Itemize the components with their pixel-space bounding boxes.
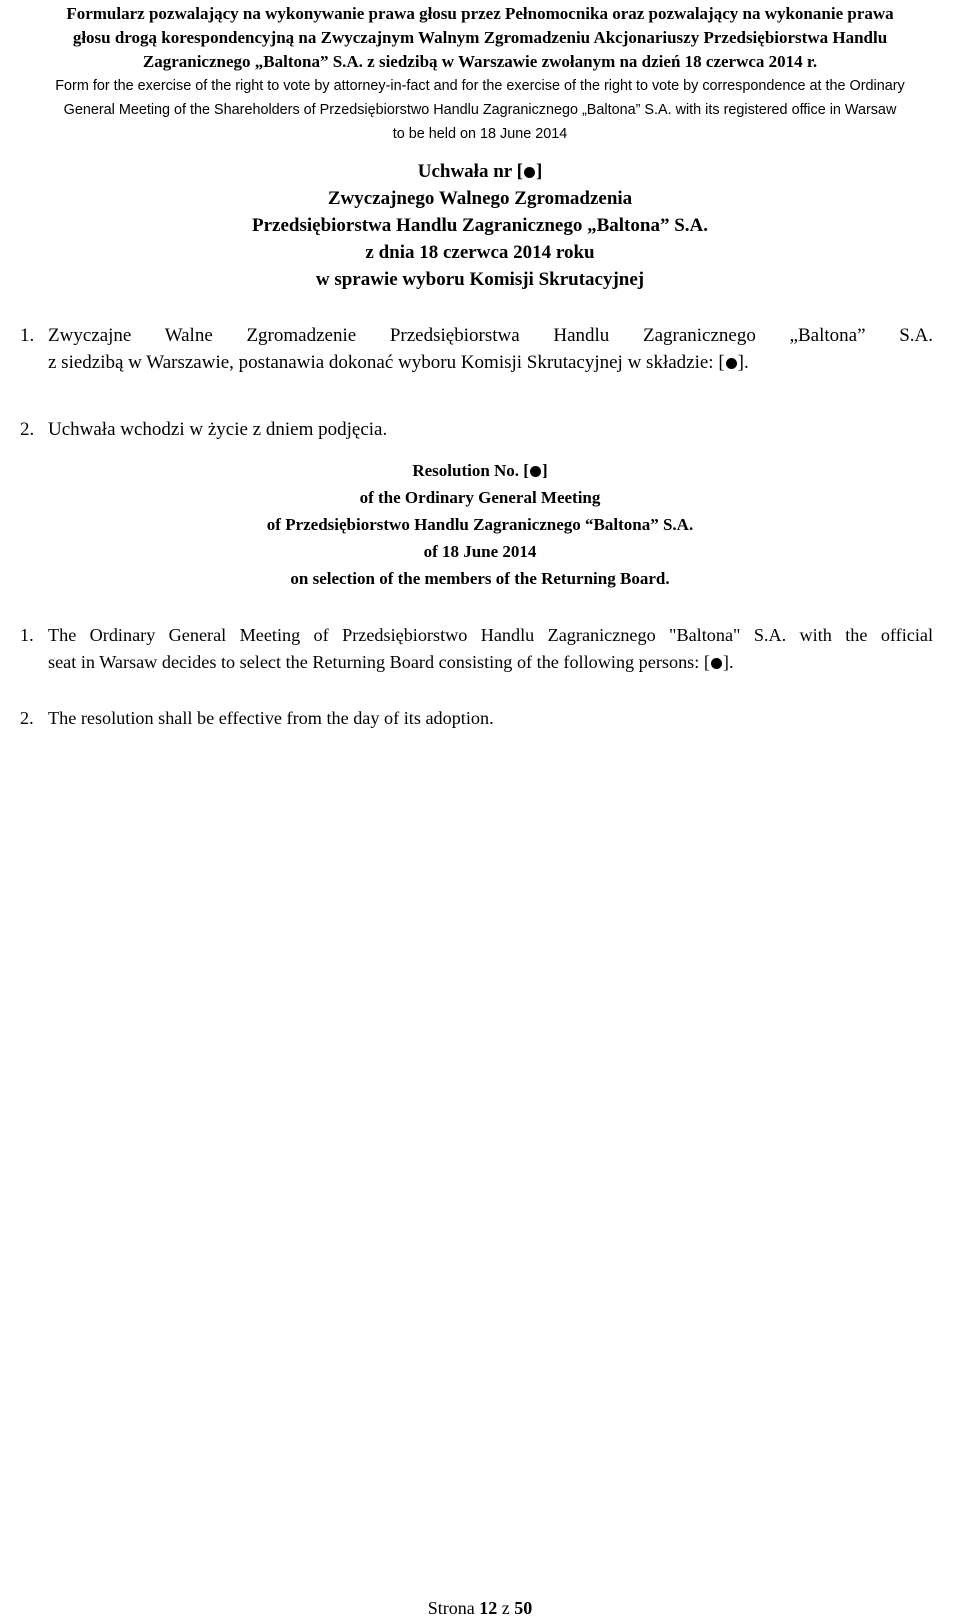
- item-text-segment: ].: [722, 652, 734, 672]
- resolution-number-english: [0, 457, 960, 484]
- item-text-segment: z siedzibą w Warszawie, postanawia dokonać wyboru Komisji Skrutacyjnej w składzie: [: [48, 352, 725, 373]
- resolution-item-polish-2: [0, 416, 960, 443]
- item-number: 2.: [20, 419, 35, 440]
- placeholder-bullet-icon: [726, 358, 737, 369]
- form-title-polish-line: Formularz pozwalający na wykonywanie prawa głosu przez Pełnomocnika oraz pozwalający na wykonanie prawa: [66, 4, 894, 23]
- total-pages: 50: [514, 1598, 533, 1618]
- resolution-number-suffix: ]: [541, 461, 548, 480]
- page-number: 12: [479, 1598, 498, 1618]
- resolution-item-polish-1: [0, 322, 960, 376]
- form-title-polish-line: głosu drogą korespondencyjną na Zwyczajnym Walnym Zgromadzeniu Akcjonariuszy Przedsiębiorstwa Handlu: [72, 28, 888, 47]
- resolution-heading-line: Zwyczajnego Walnego Zgromadzenia: [327, 188, 633, 209]
- page-footer: [0, 1596, 960, 1620]
- item-text: [48, 416, 933, 443]
- item-text-line: [48, 649, 933, 676]
- form-title-english-line: to be held on 18 June 2014: [392, 126, 568, 142]
- item-text-segment: ].: [737, 352, 749, 373]
- item-text: [48, 622, 933, 676]
- form-title-polish: [0, 2, 960, 74]
- placeholder-bullet-icon: [524, 167, 535, 178]
- placeholder-bullet-icon: [711, 658, 722, 669]
- item-number: 1.: [20, 625, 34, 645]
- item-text-line: Zwyczajne Walne Zgromadzenie Przedsiębiorstwa Handlu Zagranicznego „Baltona” S.A.: [48, 325, 933, 346]
- item-text-line: The resolution shall be effective from the day of its adoption.: [48, 708, 494, 728]
- item-text-line: Uchwała wchodzi w życie z dniem podjęcia.: [48, 419, 388, 440]
- resolution-heading-line: of 18 June 2014: [423, 542, 537, 561]
- item-text: [48, 322, 933, 376]
- item-text: [48, 705, 933, 732]
- resolution-heading-line: z dnia 18 czerwca 2014 roku: [365, 242, 595, 263]
- form-title-english: [0, 74, 960, 146]
- resolution-item-english-2: [0, 705, 960, 732]
- resolution-heading-line: w sprawie wyboru Komisji Skrutacyjnej: [315, 269, 645, 290]
- resolution-heading-line: Przedsiębiorstwa Handlu Zagranicznego „Baltona” S.A.: [251, 215, 708, 236]
- placeholder-bullet-icon: [530, 466, 541, 477]
- item-number: 1.: [20, 325, 35, 346]
- item-text-line: [48, 349, 933, 376]
- resolution-number-prefix: Resolution No. [: [412, 461, 529, 480]
- resolution-item-english-1: [0, 622, 960, 676]
- form-title-english-line: General Meeting of the Shareholders of Przedsiębiorstwo Handlu Zagranicznego „Baltona” S.A. with its registered office in Warsaw: [63, 102, 897, 118]
- page-label: Strona: [427, 1598, 475, 1618]
- page-of-label: z: [501, 1598, 510, 1618]
- form-title-english-line: Form for the exercise of the right to vote by attorney-in-fact and for the exercise of the right to vote by correspondence at the Ordinary: [55, 78, 905, 94]
- resolution-number-polish: [0, 158, 960, 185]
- resolution-heading-english: [0, 457, 960, 592]
- resolution-heading-line: on selection of the members of the Returning Board.: [290, 569, 670, 588]
- form-title-polish-line: Zagranicznego „Baltona” S.A. z siedzibą w Warszawie zwołanym na dzień 18 czerwca 2014 r.: [142, 52, 818, 71]
- item-number: 2.: [20, 708, 34, 728]
- resolution-number-prefix: Uchwała nr [: [417, 161, 523, 182]
- resolution-heading-polish: [0, 158, 960, 293]
- item-text-line: The Ordinary General Meeting of Przedsiębiorstwo Handlu Zagranicznego "Baltona" S.A. with the official: [48, 625, 933, 645]
- resolution-heading-line: of the Ordinary General Meeting: [359, 488, 601, 507]
- resolution-number-suffix: ]: [535, 161, 543, 182]
- item-text-segment: seat in Warsaw decides to select the Returning Board consisting of the following persons: [: [48, 652, 710, 672]
- resolution-heading-line: of Przedsiębiorstwo Handlu Zagranicznego “Baltona” S.A.: [266, 515, 694, 534]
